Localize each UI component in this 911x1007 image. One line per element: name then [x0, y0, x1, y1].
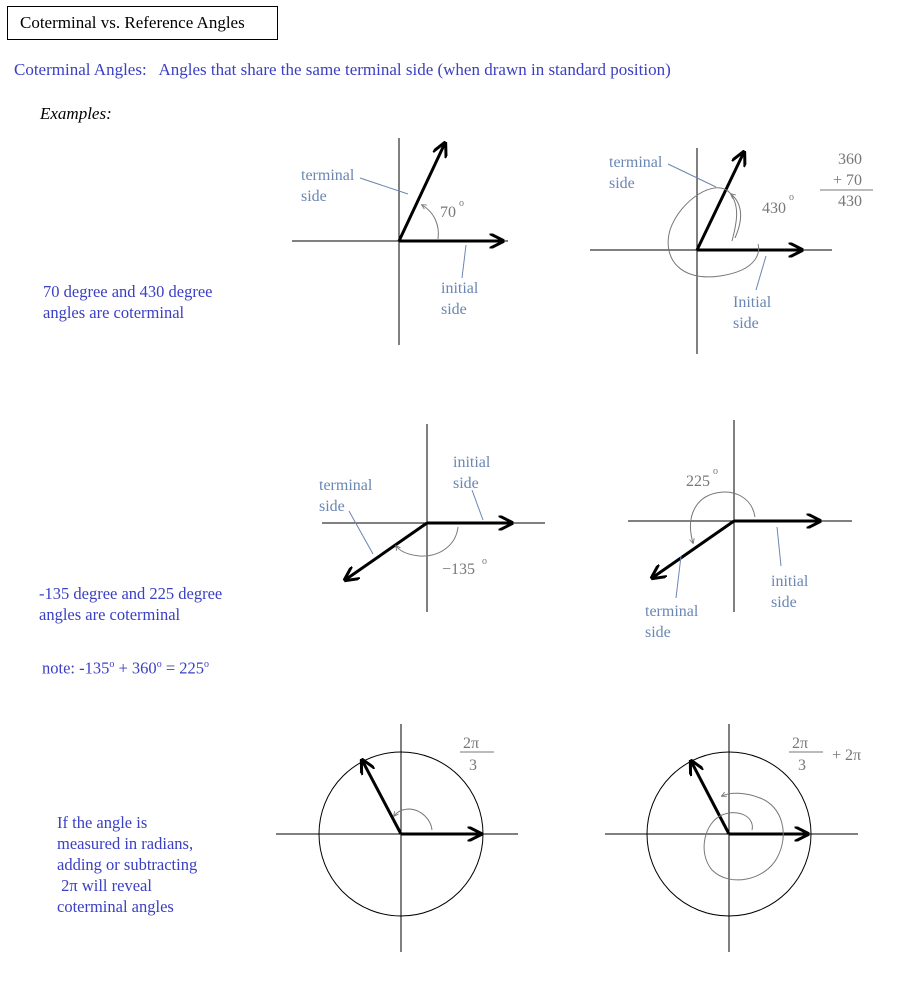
angle-arc [422, 205, 438, 239]
initial-leader-line [462, 245, 466, 278]
terminal-label: terminal [301, 167, 355, 184]
angle-arc [394, 809, 432, 830]
section3-note-line: 2π will reveal [57, 876, 152, 895]
section3-note-line: If the angle is [57, 813, 148, 832]
terminal-side-arrow [345, 523, 427, 580]
degree-sign: o [156, 659, 162, 670]
angle-label: 430 [762, 200, 786, 217]
angle-label: 225 [686, 473, 710, 490]
figure-2pi-over-3 [276, 724, 518, 952]
terminal-label: terminal [609, 154, 663, 171]
initial-label: side [453, 475, 479, 492]
definition-text: Angles that share the same terminal side (when drawn in standard position) [158, 60, 671, 79]
eq-prefix: note: -135 [42, 658, 110, 678]
initial-leader-line [472, 490, 483, 520]
initial-label: initial [771, 573, 809, 590]
figure-70-degrees [292, 138, 508, 345]
plus-two-pi: + 2π [832, 747, 862, 764]
section3-note-line: measured in radians, [57, 834, 194, 853]
degree-sign: o [109, 659, 115, 670]
examples-label: Examples: [40, 104, 112, 123]
terminal-leader-line [349, 511, 373, 554]
sum-line-1: 360 [838, 151, 862, 168]
degree-sign: o [482, 556, 487, 567]
section3-note-line: coterminal angles [57, 897, 174, 916]
terminal-side-arrow [691, 761, 729, 834]
sum-result: 430 [838, 193, 862, 210]
sum-line-2: + 70 [832, 172, 862, 189]
terminal-label: side [301, 188, 327, 205]
figure-negative-135-degrees [319, 424, 545, 612]
figure-225-degrees [628, 420, 852, 641]
initial-label: initial [441, 280, 479, 297]
degree-sign: o [459, 198, 464, 209]
angle-arc [690, 492, 755, 543]
initial-label: initial [453, 454, 491, 471]
section2-note-line1: -135 degree and 225 degree [39, 584, 223, 603]
figure-430-degrees [590, 148, 873, 354]
eq-mid: + 360 [114, 658, 157, 678]
terminal-side-arrow [362, 760, 401, 834]
section3-note-line: adding or subtracting [57, 855, 198, 874]
initial-label: Initial [733, 294, 772, 311]
terminal-label: terminal [645, 603, 699, 620]
degree-sign: o [204, 659, 209, 670]
fraction-denominator: 3 [469, 757, 477, 774]
terminal-label: side [609, 175, 635, 192]
terminal-side-arrow [652, 521, 734, 578]
terminal-label: terminal [319, 477, 373, 494]
section1-note-line1: 70 degree and 430 degree [43, 282, 213, 301]
eq-end: = 225 [161, 658, 204, 678]
initial-label: side [733, 315, 759, 332]
fraction-numerator: 2π [463, 735, 480, 752]
initial-leader-line [756, 256, 766, 290]
angle-arc [731, 194, 741, 238]
page-title: Coterminal vs. Reference Angles [7, 6, 278, 40]
terminal-leader-line [360, 178, 408, 194]
terminal-leader-line [668, 164, 716, 187]
degree-sign: o [713, 466, 718, 477]
initial-label: side [771, 594, 797, 611]
terminal-label: side [645, 624, 671, 641]
rotation-spiral [668, 188, 759, 277]
initial-label: side [441, 301, 467, 318]
section2-note-line2: angles are coterminal [39, 605, 181, 624]
degree-sign: o [789, 192, 794, 203]
definition-term: Coterminal Angles: [14, 60, 147, 79]
angle-label: −135 [442, 561, 476, 578]
initial-leader-line [777, 527, 781, 566]
angle-label: 70 [440, 204, 456, 221]
terminal-label: side [319, 498, 345, 515]
figure-2pi-over-3-plus-2pi [605, 724, 861, 952]
fraction-numerator: 2π [792, 735, 809, 752]
section1-note-line2: angles are coterminal [43, 303, 185, 322]
fraction-denominator: 3 [798, 757, 806, 774]
